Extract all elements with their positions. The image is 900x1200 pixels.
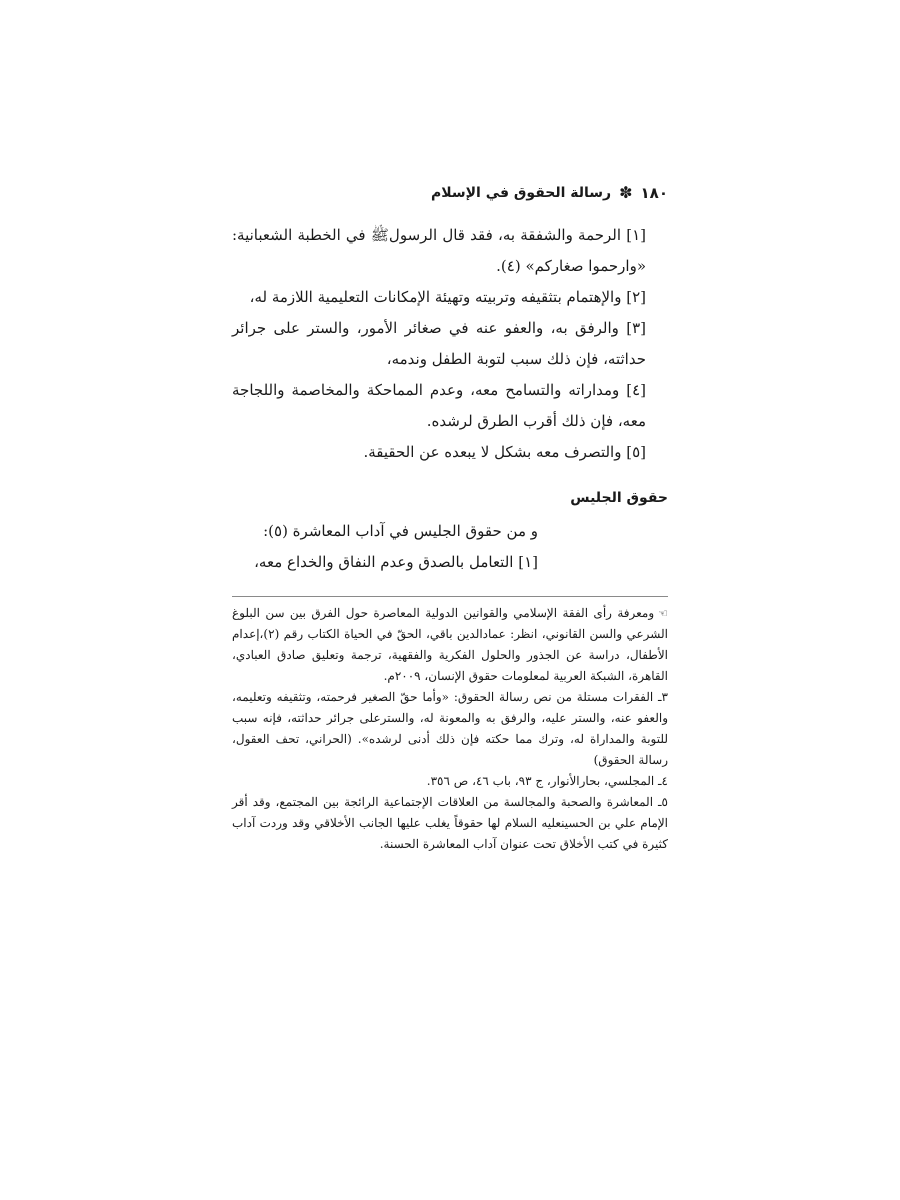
footnote: ٤ـ المجلسي، بحارالأنوار، ج ٩٣، باب ٤٦، ص ٣٥٦. xyxy=(426,774,668,788)
pointing-hand-icon: ☜ xyxy=(658,607,668,620)
footnote-divider xyxy=(232,596,668,597)
paragraph: [٥] والتصرف معه بشكل لا يبعده عن الحقيقة. xyxy=(363,443,646,461)
main-text xyxy=(232,220,668,468)
footnote: ٥ـ المعاشرة والصحبة والمجالسة من العلاقات الإجتماعية الرائجة بين المجتمع، وقد أقر الإمام علي بن الحسينعليه السلام لها حقوقاً يغلب عليها الجانب الأخلاقي وقد وردت آداب كثيرة في كتب الأخلاق تحت عنوان آداب المعاشرة الحسنة. xyxy=(232,795,668,851)
paragraph: [٢] والإهتمام بتثقيفه وتربيته وتهيئة الإمكانات التعليمية اللازمة له، xyxy=(249,288,646,306)
section-line: [١] التعامل بالصدق وعدم النفاق والخداع معه، xyxy=(254,553,538,571)
book-title: رسالة الحقوق في الإسلام xyxy=(430,185,612,201)
paragraph: [١] الرحمة والشفقة به، فقد قال الرسولﷺ في الخطبة الشعبانية: «وارحموا صغاركم» (٤). xyxy=(232,226,646,275)
paragraph: [٤] ومداراته والتسامح معه، وعدم المماحكة والمخاصمة واللجاجة معه، فإن ذلك أقرب الطرق لرشده. xyxy=(232,381,646,430)
paragraph: [٣] والرفق به، والعفو عنه في صغائر الأمور، والستر على جرائر حداثته، فإن ذلك سبب لتوبة الطفل وندمه، xyxy=(232,319,646,368)
book-page xyxy=(232,180,668,900)
flower-ornament-icon: ✽ xyxy=(619,183,633,202)
footnote: ٣ـ الفقرات مستلة من نص رسالة الحقوق: «وأما حقّ الصغير فرحمته، وتثقيفه وتعليمه، والعفو عنه، والستر عليه، والرفق به والمعونة له، والسترعلى جرائر حداثته، فإنه سبب للتوبة والمداراة له، وترك مما حكته فإن ذلك أدنى لرشده». (الحراني، تحف العقول، رسالة الحقوق) xyxy=(232,690,668,767)
page-number: ١٨٠ xyxy=(640,184,668,202)
footnote xyxy=(232,603,668,687)
section-text xyxy=(232,516,668,578)
section-line: و من حقوق الجليس في آداب المعاشرة (٥): xyxy=(263,522,538,540)
footnotes xyxy=(232,603,668,855)
footnote-text: ومعرفة رأى الفقة الإسلامي والقوانين الدولية المعاصرة حول الفرق بين سن البلوغ الشرعي والسن القانوني، انظر: عمادالدين باقي، الحقّ في الحياة الكتاب رقم (٢)،إعدام الأطفال، دراسة عن الجذور والحلول الفكرية والفقهية، ترجمة وتعليق صادق العبادي، القاهرة، الشبكة العربية لمعلومات حقوق الإنسان، ٢٠٠٩م. xyxy=(232,606,668,683)
section-heading: حقوق الجليس xyxy=(570,490,668,506)
running-head xyxy=(232,180,668,206)
